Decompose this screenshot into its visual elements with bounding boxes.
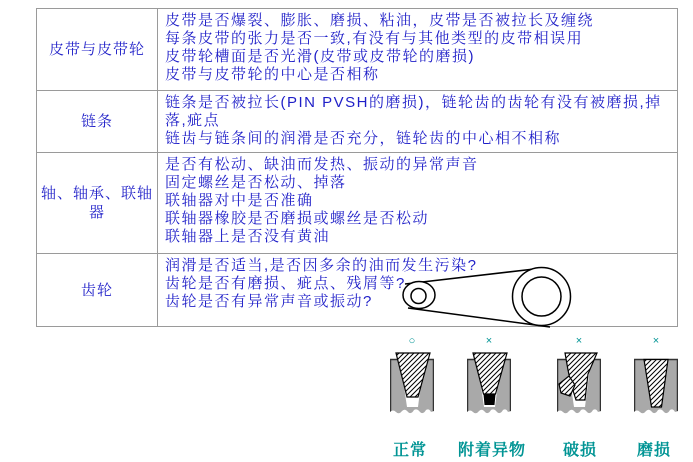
condition-label-foreign-matter: 附着异物 bbox=[458, 442, 527, 459]
items-cell-belt bbox=[158, 9, 677, 90]
inspection-table bbox=[36, 8, 678, 327]
condition-label-damaged: 破损 bbox=[563, 442, 598, 459]
check-item: 皮带与皮带轮的中心是否相称 bbox=[165, 66, 380, 83]
condition-label-worn: 磨损 bbox=[637, 442, 672, 459]
category-cell-gear: 齿轮 bbox=[37, 254, 158, 326]
check-item: 皮带是否爆裂、膨胀、磨损、粘油，皮带是否被拉长及缠绕 bbox=[165, 12, 595, 29]
check-item: 链条是否被拉长(PIN PVSH的磨损)，链轮齿的齿轮有没有被磨损,掉落,疵点 bbox=[165, 94, 662, 129]
belt-groove-figure-foreign-matter bbox=[467, 352, 511, 420]
items-cell-shaft bbox=[158, 153, 677, 253]
check-item: 皮带轮槽面是否光滑(皮带或皮带轮的磨损) bbox=[165, 48, 475, 65]
category-cell-shaft: 轴、轴承、联轴器 bbox=[37, 153, 158, 253]
category-cell-belt: 皮带与皮带轮 bbox=[37, 9, 158, 90]
category-cell-chain: 链条 bbox=[37, 91, 158, 152]
ng-mark: × bbox=[485, 335, 493, 347]
ng-mark: × bbox=[652, 335, 660, 347]
table-row bbox=[37, 9, 677, 91]
ng-mark: × bbox=[575, 335, 583, 347]
check-item: 联轴器橡胶是否磨损或螺丝是否松动 bbox=[165, 210, 430, 227]
check-item: 齿轮是否有磨损、疵点、残屑等? bbox=[165, 275, 406, 292]
check-item: 润滑是否适当,是否因多余的油而发生污染? bbox=[165, 257, 478, 274]
items-cell-chain bbox=[158, 91, 677, 152]
check-item: 齿轮是否有异常声音或振动? bbox=[165, 293, 373, 310]
belt-groove-figure-worn bbox=[634, 352, 678, 420]
check-item: 联轴器上是否没有黄油 bbox=[165, 228, 331, 245]
table-row bbox=[37, 153, 677, 254]
check-item: 链齿与链条间的润滑是否充分，链轮齿的中心相不相称 bbox=[165, 130, 562, 147]
check-item: 联轴器对中是否准确 bbox=[165, 192, 314, 209]
check-item: 每条皮带的张力是否一致,有没有与其他类型的皮带相误用 bbox=[165, 30, 584, 47]
ok-mark: ○ bbox=[408, 335, 416, 347]
check-item: 是否有松动、缺油而发热、振动的异常声音 bbox=[165, 156, 479, 173]
check-item: 固定螺丝是否松动、掉落 bbox=[165, 174, 347, 191]
belt-pulley-diagram bbox=[398, 261, 578, 333]
table-row bbox=[37, 254, 677, 326]
belt-groove-figure-normal bbox=[390, 352, 434, 420]
belt-groove-figure-damaged bbox=[557, 352, 601, 420]
table-row bbox=[37, 91, 677, 153]
condition-label-normal: 正常 bbox=[393, 442, 428, 459]
